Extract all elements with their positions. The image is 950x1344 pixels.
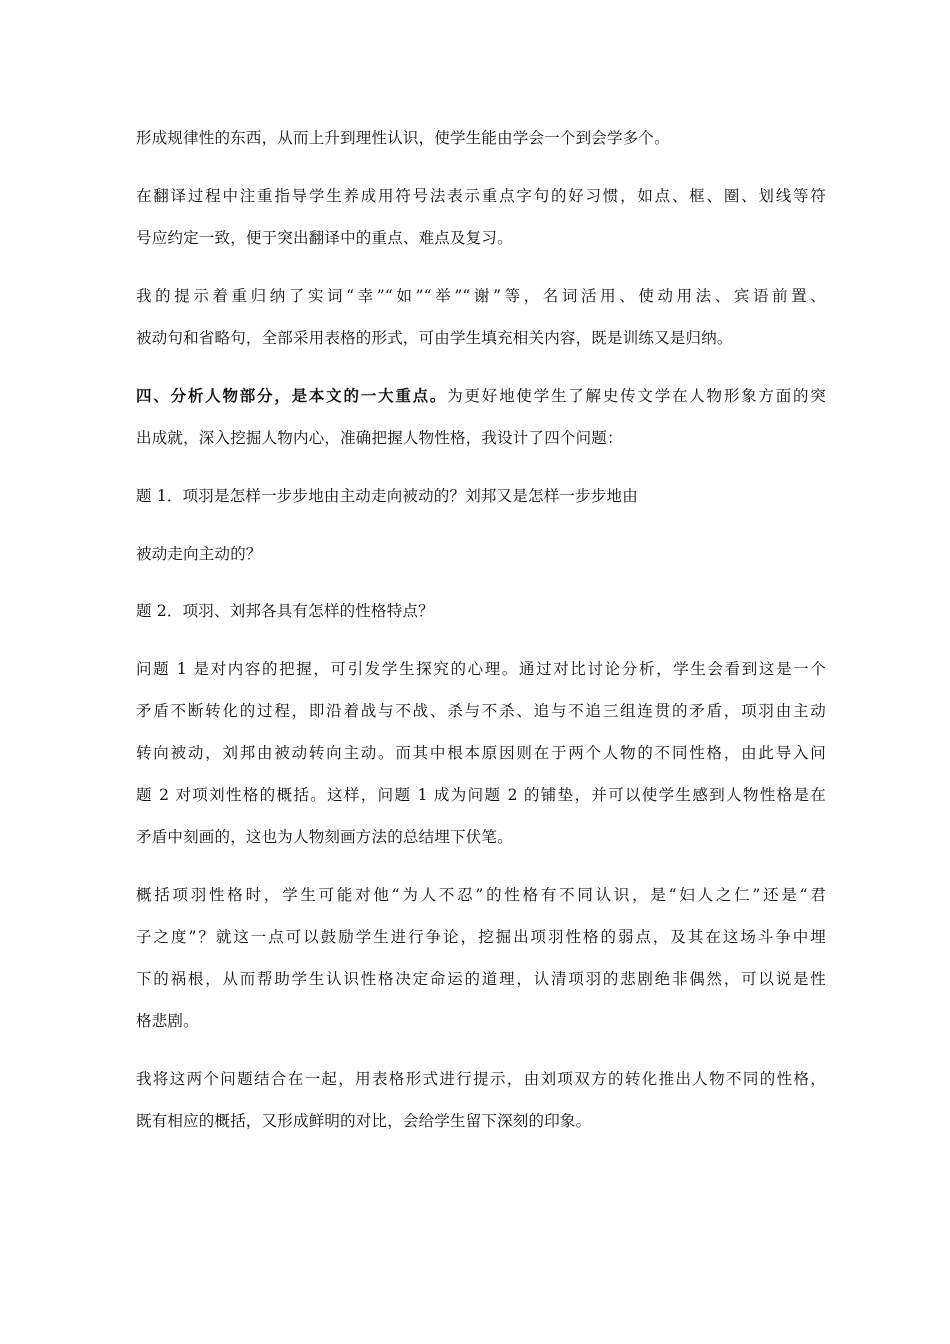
text-line: 问题 1 是对内容的把握，可引发学生探究的心理。通过对比讨论分析，学生会看到这是一个 (136, 660, 826, 678)
section-heading-line (136, 386, 826, 406)
text-line: 出成就，深入挖掘人物内心，准确把握人物性格，我设计了四个问题： (136, 429, 623, 447)
text-line: 我将这两个问题结合在一起，用表格形式进行提示，由刘项双方的转化推出人物不同的性格， (136, 1070, 826, 1088)
text-line: 我的提示着重归纳了实词“幸”“如”“举”“谢”等，名词活用、使动用法、宾语前置、 (136, 287, 826, 305)
question-line: 被动走向主动的？ (136, 545, 262, 563)
question-line: 题 2．项羽、刘邦各具有怎样的性格特点？ (136, 602, 434, 620)
text-line: 下的祸根，从而帮助学生认识性格决定命运的道理，认清项羽的悲剧绝非偶然，可以说是性 (136, 970, 826, 988)
section-heading-rest: 为更好地使学生了解史传文学在人物形象方面的突 (447, 387, 826, 405)
text-line: 号应约定一致，便于突出翻译中的重点、难点及复习。 (136, 229, 513, 247)
text-line: 在翻译过程中注重指导学生养成用符号法表示重点字句的好习惯，如点、框、圈、划线等符 (136, 187, 826, 205)
text-line: 被动句和省略句，全部采用表格的形式，可由学生填充相关内容，既是训练又是归纳。 (136, 329, 733, 347)
section-heading: 四、分析人物部分，是本文的一大重点。 (136, 386, 448, 405)
text-line: 形成规律性的东西，从而上升到理性认识，使学生能由学会一个到会学多个。 (136, 129, 670, 147)
text-line: 矛盾中刻画的，这也为人物刻画方法的总结埋下伏笔。 (136, 828, 513, 846)
text-line: 既有相应的概括，又形成鲜明的对比，会给学生留下深刻的印象。 (136, 1112, 592, 1130)
text-line: 格悲剧。 (136, 1012, 199, 1030)
text-line: 题 2 对项刘性格的概括。这样，问题 1 成为问题 2 的铺垫，并可以使学生感到人物性格是在 (136, 786, 826, 804)
text-line: 概括项羽性格时，学生可能对他“为人不忍”的性格有不同认识，是“妇人之仁”还是“君 (136, 886, 826, 904)
text-line: 转向被动，刘邦由被动转向主动。而其中根本原因则在于两个人物的不同性格，由此导入问 (136, 744, 826, 762)
text-line: 矛盾不断转化的过程，即沿着战与不战、杀与不杀、追与不追三组连贯的矛盾，项羽由主动 (136, 702, 826, 720)
question-line: 题 1．项羽是怎样一步步地由主动走向被动的？刘邦又是怎样一步步地由 (136, 487, 638, 505)
text-line: 子之度”？就这一点可以鼓励学生进行争论，挖掘出项羽性格的弱点，及其在这场斗争中埋 (136, 928, 826, 946)
